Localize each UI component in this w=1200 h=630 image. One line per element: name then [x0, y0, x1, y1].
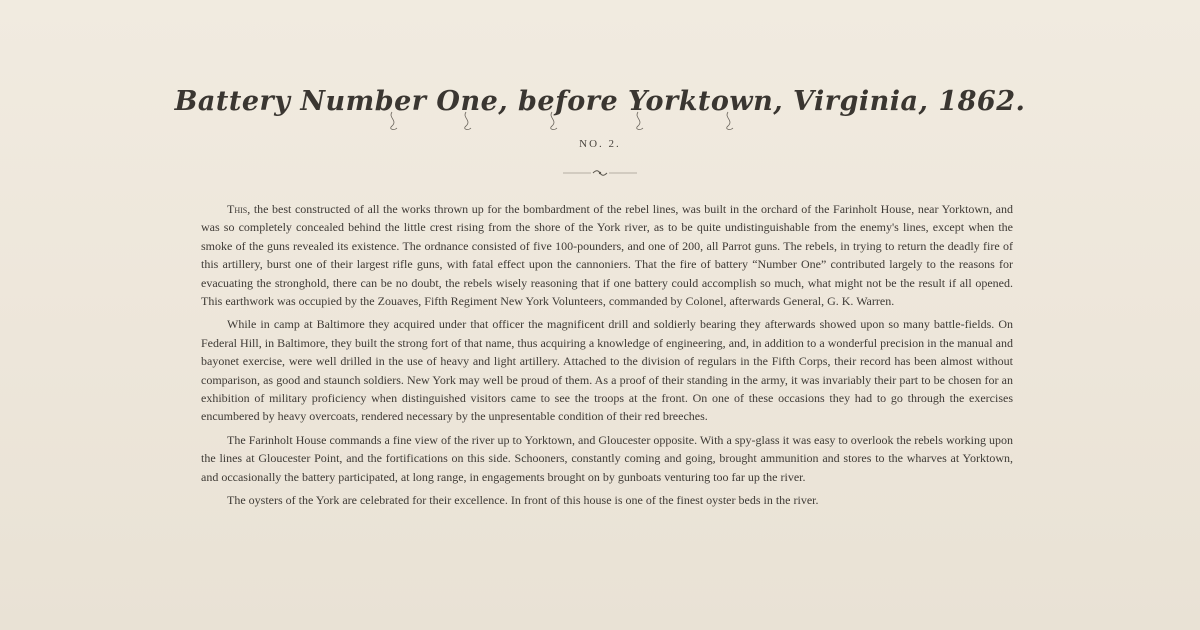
paragraph-1 [201, 200, 1013, 310]
ornamental-divider-icon [563, 168, 637, 178]
paragraph-2 [201, 315, 1013, 425]
page-subtitle: NO. 2. [579, 138, 621, 150]
paragraph-3 [201, 431, 1013, 486]
paragraph-text: The Farinholt House commands a fine view of the river up to Yorktown, and Gloucester opposite. With a spy-glass it was easy to overlook the rebels working upon the lines at Gloucester Point, and the fortifications on this side. Schooners, constantly coming and going, brought ammunition and stores to the wharves at Yorktown, and occasionally the battery participated, at long range, in engagements brought on by gunboats venturing too far up the river. [201, 432, 1013, 484]
paragraph-text: the best constructed of all the works thrown up for the bombardment of the rebel lines, was built in the orchard of the Farinholt House, near Yorktown, and was so completely concealed behind the little crest rising from the shore of the York river, as to be quite undistinguishable from the enemy's lines, except when the smoke of the guns revealed its existence. The ordnance consisted of five 100-pounders, and one of 200, all Parrot guns. The rebels, in trying to return the deadly fire of this artillery, burst one of their largest rifle guns, with fatal effect upon the cannoniers. That the fire of battery “Number One” contributed largely to the reasons for evacuating the stronghold, there can be no doubt, the rebels wisely reasoning that if one battery could accomplish so much, what might not be the result if all opened. This earthwork was occupied by the Zouaves, Fifth Regiment New York Volunteers, commanded by Colonel, afterwards General, G. K. Warren. [201, 202, 1013, 309]
page-title: Battery Number One, before Yorktown, Virginia, 1862. [174, 86, 1026, 117]
paragraph-4 [201, 491, 1013, 509]
title-flourish-icon [380, 110, 820, 132]
paragraph-lead: This, [227, 202, 251, 216]
body-text [201, 200, 1013, 515]
paragraph-text: The oysters of the York are celebrated for their excellence. In front of this house is one of the finest oyster beds in the river. [227, 493, 819, 508]
paragraph-text: While in camp at Baltimore they acquired under that officer the magnificent drill and soldierly bearing they afterwards showed upon so many battle-fields. On Federal Hill, in Baltimore, they built the strong fort of that name, thus acquiring a knowledge of engineering, and, in addition to a wonderful precision in the manual and bayonet exercise, were well drilled in the use of heavy and light artillery. Attached to the division of regulars in the Fifth Corps, their record has been almost without comparison, as good and staunch soldiers. New York may well be proud of them. As a proof of their standing in the army, it was invariably their part to be chosen for an exhibition of military proficiency when distinguished visitors came to see the troops at the front. On one of these occasions they had to go through the exercises encumbered by heavy overcoats, rendered necessary by the unpresentable condition of their red breeches. [201, 317, 1013, 424]
